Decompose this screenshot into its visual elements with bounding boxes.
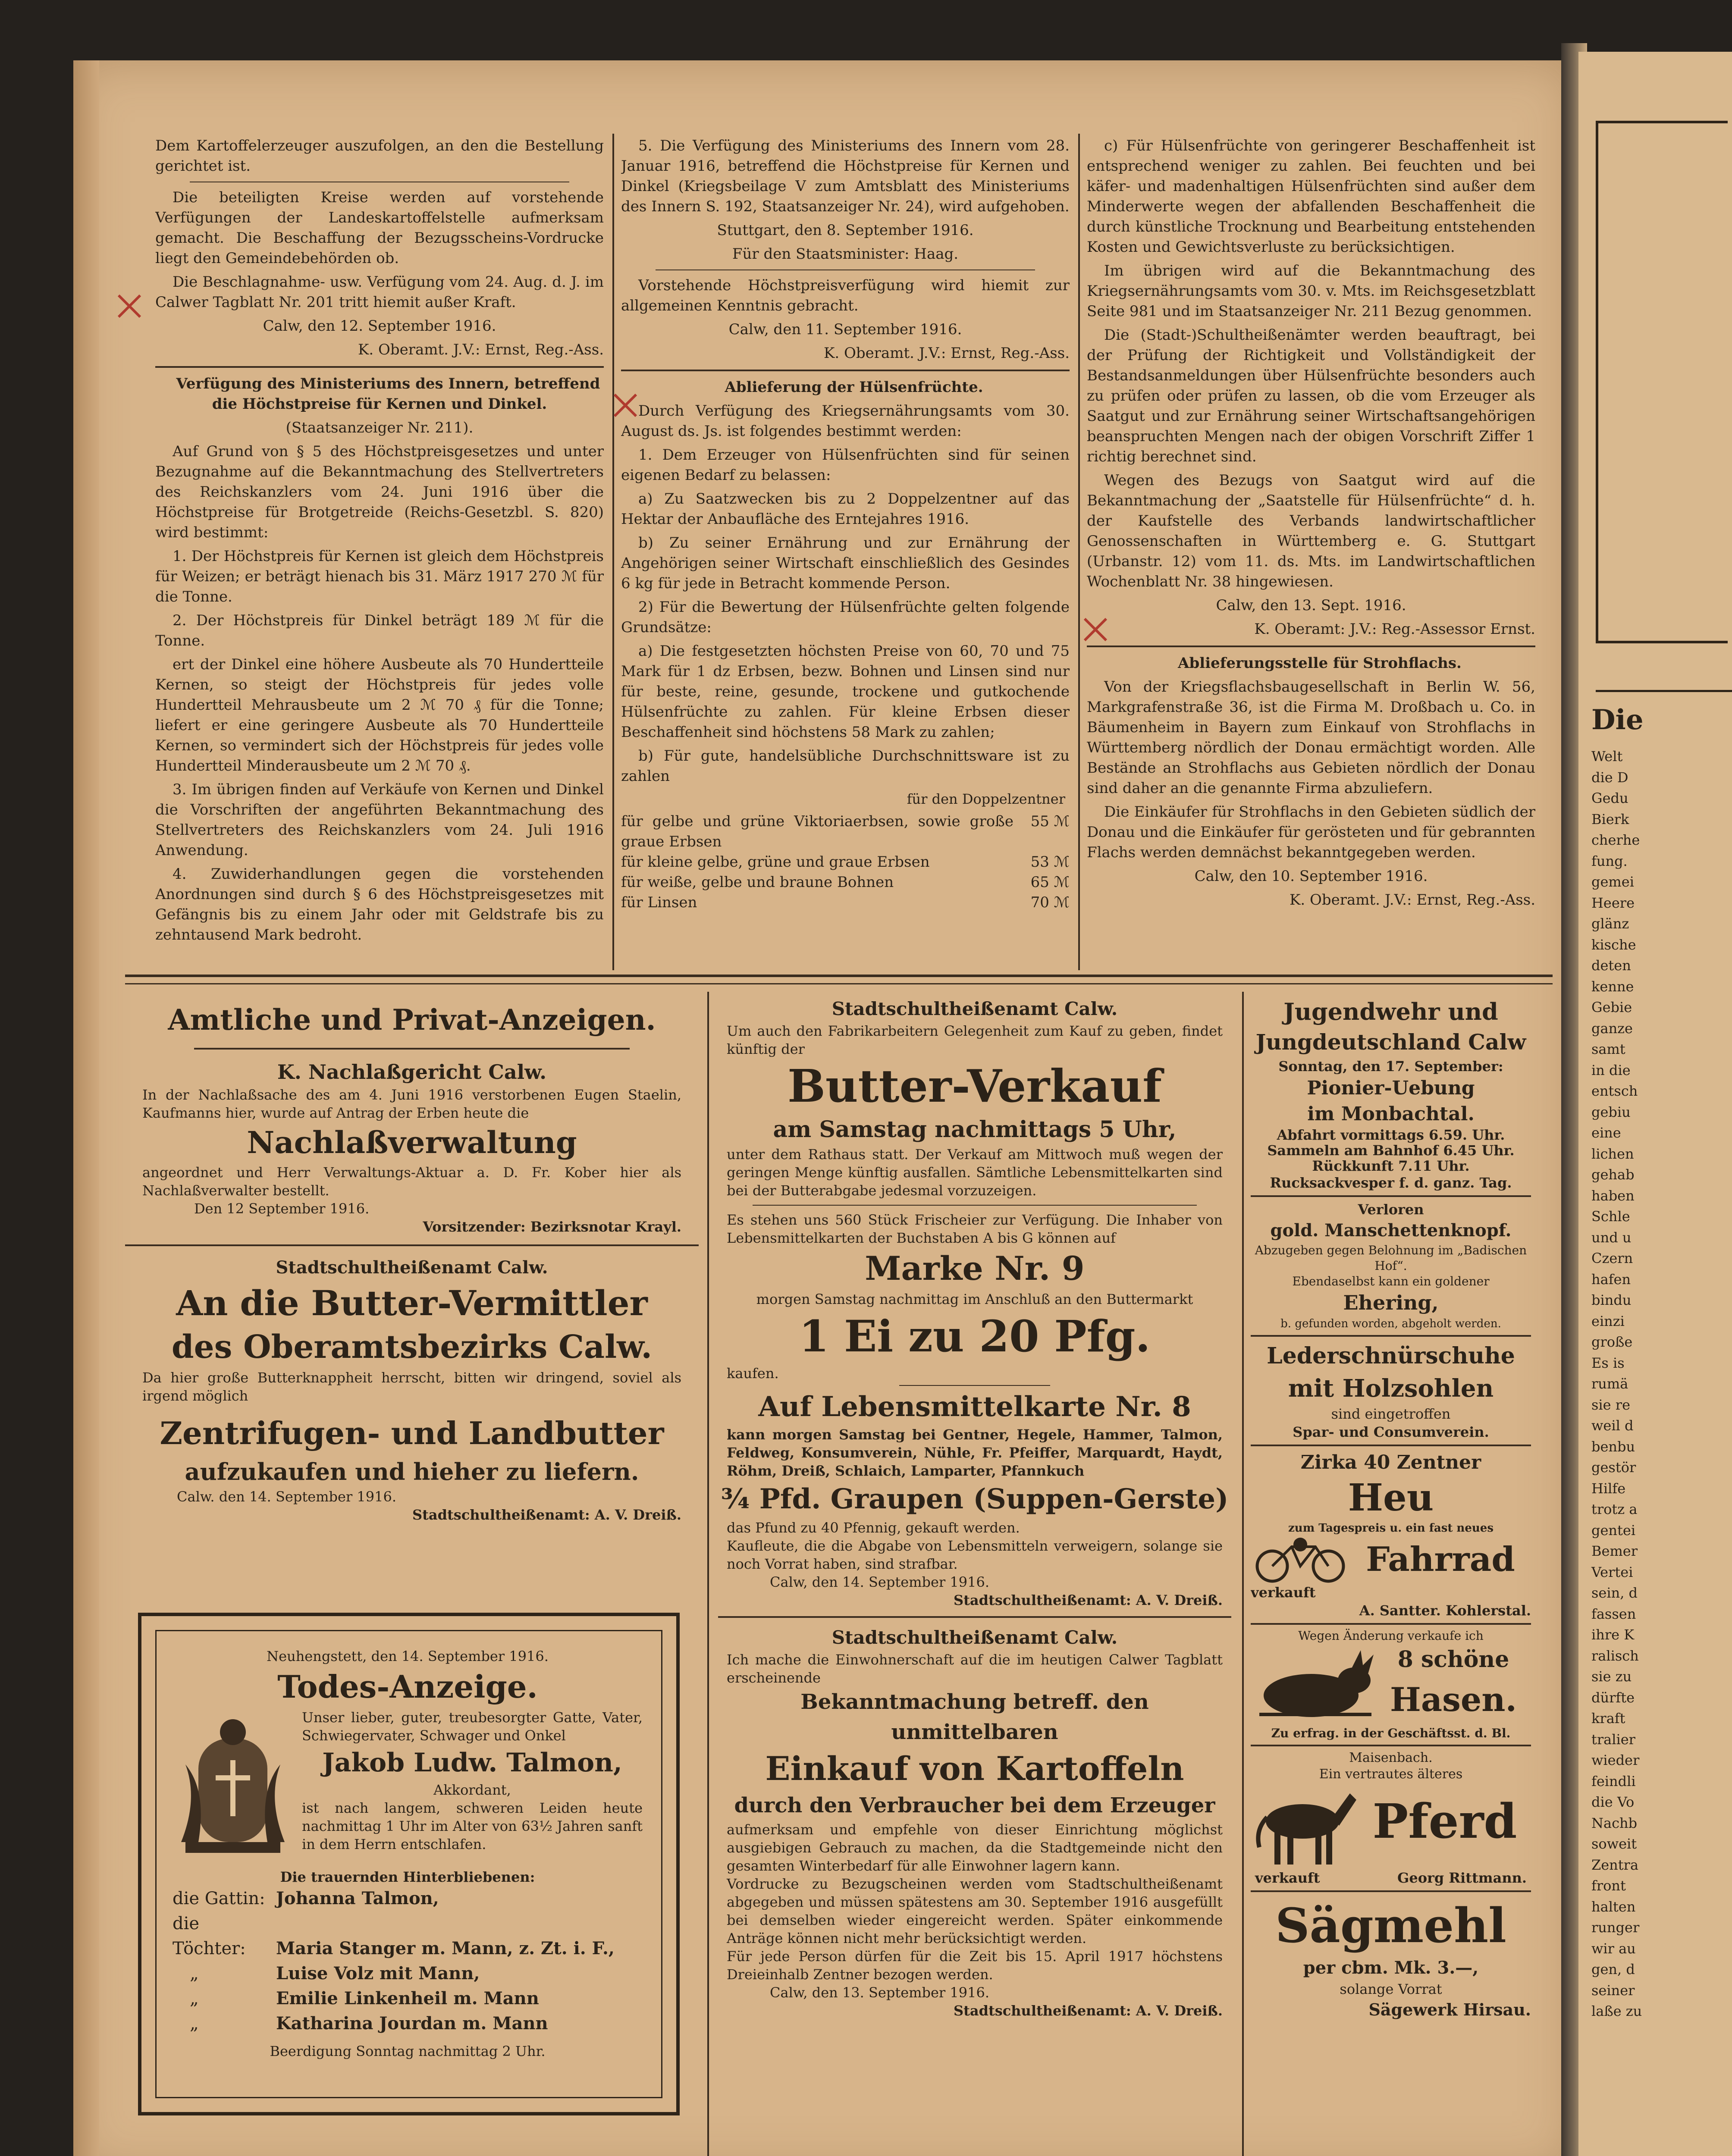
mid-date2: Calw, den 13. September 1916. xyxy=(770,1984,989,2001)
section-divider xyxy=(125,983,1553,984)
butter-text: Da hier große Butterknappheit herrscht, bitten wir dringend, soviel als irgend möglich xyxy=(142,1369,681,1404)
hay-amount: Zirka 40 Zentner xyxy=(1300,1451,1481,1473)
nachlass-big: Nachlaßverwaltung xyxy=(247,1125,577,1160)
mid-head1: Stadtschultheißenamt Calw. xyxy=(831,998,1118,1019)
adjacent-text-line: benbu xyxy=(1591,1438,1635,1455)
adjacent-text-line: lichen xyxy=(1591,1145,1634,1162)
price-label: für gelbe und grüne Viktoriaerbsen, sowie große graue Erbsen xyxy=(621,813,1013,850)
mid-text: unter dem Rathaus statt. Der Verkauf am Mittwoch muß wegen der geringen Menge künftig ausfallen. Sämtliche Lebensmittelkarten sind bei der Butterabgabe jedesmal vorzuzeigen. xyxy=(727,1146,1223,1199)
death-intro xyxy=(164,1708,651,1864)
column-1 xyxy=(155,136,604,968)
adjacent-text-line: dürfte xyxy=(1591,1689,1635,1706)
butter-big2: des Oberamtsbezirks Calw. xyxy=(171,1329,653,1366)
hay-seller-row xyxy=(1251,1583,1531,1601)
adjacent-text-line: sie zu xyxy=(1591,1668,1632,1685)
nachlass-title: K. Nachlaßgericht Calw. xyxy=(277,1060,547,1084)
death-title: Todes-Anzeige. xyxy=(277,1668,538,1705)
adjacent-rule xyxy=(1596,690,1732,692)
col3-date1: Calw, den 13. Sept. 1916. xyxy=(1216,597,1406,614)
adjacent-text-line: Vertei xyxy=(1591,1564,1633,1580)
nachlass-date: Den 12 September 1916. xyxy=(194,1200,370,1217)
butter-big3: Zentrifugen- und Landbutter xyxy=(160,1415,664,1451)
adjacent-text-line: eine xyxy=(1591,1125,1621,1141)
adjacent-text-line: soweit xyxy=(1591,1836,1637,1852)
col2-table-head: für den Doppelzentner xyxy=(907,791,1065,807)
col1-intro1: Dem Kartoffelerzeuger auszufolgen, an den die Bestellung gerichtet ist. xyxy=(155,137,604,175)
adjacent-text-line: hafen xyxy=(1591,1271,1631,1288)
jugendwehr-info: Sammeln am Bahnhof 6.45 Uhr. xyxy=(1267,1142,1515,1159)
col2-signature2: K. Oberamt. J.V.: Ernst, Reg.-Ass. xyxy=(823,345,1070,362)
adjacent-text-line: Zentra xyxy=(1591,1856,1639,1873)
adjacent-text-line: front xyxy=(1591,1877,1626,1894)
tombstone-icon xyxy=(173,1713,293,1855)
adjacent-text-line: gentei xyxy=(1591,1522,1636,1539)
hare-icon xyxy=(1251,1648,1380,1721)
separator xyxy=(753,1205,1197,1206)
lost-title: Verloren xyxy=(1358,1201,1424,1218)
sawdust-price: per cbm. Mk. 3.—, xyxy=(1303,1958,1479,1978)
col1-date1: Calw, den 12. September 1916. xyxy=(263,317,496,335)
mid-text: morgen Samstag nachmittag im Anschluß an den Buttermarkt xyxy=(756,1291,1193,1307)
lost-text: b. gefunden worden, abgeholt werden. xyxy=(1280,1317,1501,1330)
mourner-name: Maria Stanger m. Mann, z. Zt. i. F., xyxy=(276,1938,615,1959)
mid-head2: Stadtschultheißenamt Calw. xyxy=(831,1627,1118,1648)
adjacent-text-line: Heere xyxy=(1591,894,1635,911)
butter-signature: Stadtschultheißenamt: A. V. Dreiß. xyxy=(412,1507,681,1523)
column-divider xyxy=(707,992,709,2156)
potato-title2: Einkauf von Kartoffeln xyxy=(765,1749,1184,1788)
shoe-title2: mit Holzsohlen xyxy=(1288,1374,1494,1403)
jugendwehr-info: Abfahrt vormittags 6.59. Uhr. xyxy=(1277,1127,1505,1143)
adjacent-text-line: die D xyxy=(1591,769,1628,786)
egg-price: 1 Ei zu 20 Pfg. xyxy=(799,1311,1151,1362)
separator xyxy=(1251,1890,1531,1892)
jugendwehr-info: Rückkunft 7.11 Uhr. xyxy=(1312,1158,1470,1174)
ads-middle xyxy=(718,996,1231,2156)
adjacent-text-line: und u xyxy=(1591,1229,1632,1246)
mourner-name: Katharina Jourdan m. Mann xyxy=(276,2013,548,2034)
mid-text: Ich mache die Einwohnerschaft auf die im heutigen Calwer Tagblatt erscheinende xyxy=(727,1651,1223,1686)
col3-signature1: K. Oberamt: J.V.: Reg.-Assessor Ernst. xyxy=(1254,620,1535,638)
ditto-mark: „ xyxy=(190,1989,199,2009)
lost-item: gold. Manschettenknopf. xyxy=(1270,1220,1512,1241)
mid-text: Es stehen uns 560 Stück Frischeier zur Verfügung. Die Inhaber von Lebensmittelkarten der Buchstaben A bis G können auf xyxy=(727,1212,1223,1246)
adjacent-page xyxy=(1578,52,1732,2156)
mourner-name: Emilie Linkenheil m. Mann xyxy=(276,1988,539,2009)
ditto-mark: „ xyxy=(190,1964,199,1984)
mid-text: Kaufleute, die die Abgabe von Lebensmitteln verweigern, solange sie noch Vorrat haben, sind strafbar. xyxy=(727,1538,1223,1572)
separator xyxy=(899,1385,1050,1386)
table-row xyxy=(621,852,1070,872)
ditto-mark: „ xyxy=(190,2014,199,2034)
col2-heading: Ablieferung der Hülsenfrüchte. xyxy=(725,379,983,396)
col3-date2: Calw, den 10. September 1916. xyxy=(1194,868,1428,885)
adjacent-text-line: rumä xyxy=(1591,1376,1628,1392)
col1-heading: Verfügung des Ministeriums des Innern, betreffend die Höchstpreise für Kernen und Dinkel. xyxy=(176,375,600,413)
adjacent-text-line: Gedu xyxy=(1591,790,1628,806)
horse-seller: Georg Rittmann. xyxy=(1397,1870,1527,1886)
mid-text: Um auch den Fabrikarbeitern Gelegenheit zum Kauf zu geben, findet künftig der xyxy=(727,1023,1223,1057)
separator xyxy=(1251,1195,1531,1197)
adjacent-text-line: fassen xyxy=(1591,1605,1636,1622)
death-notice xyxy=(164,1639,651,2091)
hay-text: zum Tagespreis u. ein fast neues xyxy=(1288,1522,1494,1535)
shoe-seller: Spar- und Consumverein. xyxy=(1293,1424,1489,1440)
column-2 xyxy=(621,136,1070,968)
nachlass-text2: angeordnet und Herr Verwaltungs-Aktuar a. D. Fr. Kober hier als Nachlaßverwalter bestellt. xyxy=(142,1164,681,1199)
adjacent-heading: Die xyxy=(1591,704,1644,736)
butter-date: Calw. den 14. September 1916. xyxy=(177,1489,396,1505)
col2-paragraph: Durch Verfügung des Kriegsernährungsamts vom 30. August ds. Js. ist folgendes bestimmt werden: xyxy=(621,402,1070,440)
deceased-name: Jakob Ludw. Talmon, xyxy=(322,1748,622,1778)
adjacent-text-line: in die xyxy=(1591,1062,1631,1078)
col3-paragraph: Die (Stadt-)Schultheißenämter werden beauftragt, bei der Prüfung der Richtigkeit und Vollständigkeit der Bestandsanmeldungen über Hülsenfrüchte besonders auch zu prüfen oder prüfen zu lassen, ob die vom Erzeuger als Saatgut und zur Ernährung seiner Wirtschaftsangehörigen beanspruchten Mengen nach der obigen Vorschrift Ziffer 1 richtig berechnet sind. xyxy=(1087,326,1535,465)
mid-text: das Pfund zu 40 Pfennig, gekauft werden. xyxy=(727,1520,1020,1536)
adjacent-text-line: Bierk xyxy=(1591,811,1629,827)
marke-title: Marke Nr. 9 xyxy=(865,1249,1085,1288)
horse-row xyxy=(1251,1783,1531,1869)
separator xyxy=(718,1616,1231,1618)
adjacent-text-line: einzi xyxy=(1591,1313,1625,1329)
col1-paragraph: 4. Zuwiderhandlungen gegen die vorstehenden Anordnungen sind durch § 6 des Höchstpreisgesetzes mit Gefängnis bis zu einem Jahr oder mit Geldstrafe bis zu zehntausend Mark bedroht. xyxy=(155,865,604,943)
adjacent-text-line: gestör xyxy=(1591,1459,1636,1476)
adjacent-text-line: deten xyxy=(1591,957,1631,974)
horse-title: Pferd xyxy=(1372,1793,1517,1849)
price-label: für kleine gelbe, grüne und graue Erbsen xyxy=(621,853,930,871)
mourner-row xyxy=(173,1961,651,1986)
adjacent-text-line: kraft xyxy=(1591,1710,1625,1727)
death-place-date: Neuhengstett, den 14. September 1916. xyxy=(267,1648,549,1664)
adjacent-text-line: ihre K xyxy=(1591,1626,1635,1643)
adjacent-text-line: ganze xyxy=(1591,1020,1633,1037)
adjacent-text-line: gemei xyxy=(1591,874,1634,890)
page-edge xyxy=(73,60,99,2156)
mourners-list xyxy=(164,1886,651,2036)
column-divider xyxy=(1078,134,1080,970)
adjacent-text-line: seiner xyxy=(1591,1982,1635,1999)
bicycle-title: Fahrrad xyxy=(1366,1540,1515,1579)
adjacent-text-line: glänz xyxy=(1591,915,1629,932)
jugendwehr-event: Pionier-Uebung xyxy=(1307,1077,1475,1099)
col1-paragraph: 2. Der Höchstpreis für Dinkel beträgt 189 ℳ für die Tonne. xyxy=(155,612,604,649)
pencil-cross-mark xyxy=(612,392,638,418)
butter-big4: aufzukaufen und hieher zu liefern. xyxy=(185,1458,639,1485)
adjacent-text-line: tralier xyxy=(1591,1731,1635,1748)
horse-icon xyxy=(1251,1783,1359,1869)
jugendwehr-place: im Monbachtal. xyxy=(1307,1103,1475,1125)
col1-intro3: Die Beschlagnahme- usw. Verfügung vom 24. Aug. d. J. im Calwer Tagblatt Nr. 201 tritt hiemit außer Kraft. xyxy=(155,273,604,311)
hare-title: Hasen. xyxy=(1390,1680,1517,1719)
adjacent-text-line: gebiu xyxy=(1591,1103,1631,1120)
death-text2: ist nach langem, schweren Leiden heute nachmittag 1 Uhr im Alter von 63½ Jahren sanft in dem Herrn entschlafen. xyxy=(302,1800,643,1852)
lost-text: Abzugeben gegen Belohnung im „Badischen Hof“. xyxy=(1255,1243,1527,1273)
adjacent-text-line: cherhe xyxy=(1591,832,1640,848)
hay-sell-label: verkauft xyxy=(1251,1584,1316,1601)
column-divider xyxy=(1242,992,1244,2156)
price-value: 65 ℳ xyxy=(1030,874,1070,891)
mourner-row xyxy=(173,1986,651,2011)
pencil-cross-mark xyxy=(116,293,142,319)
col2-paragraph: a) Die festgesetzten höchsten Preise von 60, 70 und 75 Mark für 1 dz Erbsen, bezw. Bohnen und Linsen sind nur für beste, reine, gesunde, trockene und gutkochende Hülsenfrüchte zu zahlen. Für kleine Erbsen dieser Beschaffenheit sind höchstens 58 Mark zu zahlen; xyxy=(621,642,1070,741)
adjacent-text-line: sie re xyxy=(1591,1396,1630,1413)
col3-paragraph: Wegen des Bezugs von Saatgut wird auf die Bekanntmachung der „Saatstelle für Hülsenfrüchte“ d. h. der Kaufstelle des Verbands landwirtschaftlicher Genossenschaften in Württemberg e. G. Stuttgart (Urbanstr. 12) vom 11. ds. Mts. im Landwirtschaftlichen Wochenblatt Nr. 38 hingewiesen. xyxy=(1087,472,1535,590)
adjacent-text-line: laße zu xyxy=(1591,2003,1642,2019)
col1-paragraph: Auf Grund von § 5 des Höchstpreisgesetzes und unter Bezugnahme auf die Bekanntmachung des Stellvertreters des Reichskanzlers vom 24. Juni 1916 über die Höchstpreise für Brotgetreide (Reichs-Gesetzbl. S. 820) wird bestimmt: xyxy=(155,443,604,541)
mourner-row xyxy=(173,1911,651,1961)
hare-text: Wegen Änderung verkaufe ich xyxy=(1298,1629,1484,1643)
section-title: Amtliche und Privat-Anzeigen. xyxy=(168,1003,656,1037)
col1-paragraph: 3. Im übrigen finden auf Verkäufe von Kernen und Dinkel die Vorschriften der angeführten Bekanntmachung des Stellvertreters des Reichskanzlers vom 24. Juli 1916 Anwendung. xyxy=(155,781,604,859)
sawdust-note: solange Vorrat xyxy=(1340,1981,1442,1997)
hare-contact: Zu erfrag. in der Geschäftsst. d. Bl. xyxy=(1271,1726,1511,1740)
col1-intro2: Die beteiligten Kreise werden auf vorstehende Verfügungen der Landeskartoffelstelle aufmerksam gemacht. Die Beschaffung der Bezugsscheins-Vordrucke liegt den Gemeindebehörden ob. xyxy=(155,189,604,267)
hay-title: Heu xyxy=(1348,1476,1434,1520)
adjacent-text-line: trotz a xyxy=(1591,1501,1638,1517)
burial-info: Beerdigung Sonntag nachmittag 2 Uhr. xyxy=(270,2043,546,2059)
mid-text: kaufen. xyxy=(727,1365,779,1382)
separator xyxy=(194,1048,630,1050)
bicycle-row xyxy=(1251,1536,1531,1583)
adjacent-text-line: Gebie xyxy=(1591,999,1632,1015)
butter-sale-title: Butter-Verkauf xyxy=(787,1059,1162,1112)
graupen-title: ¾ Pfd. Graupen (Suppen-Gerste) xyxy=(721,1483,1229,1515)
col3-signature2: K. Oberamt. J.V.: Ernst, Reg.-Ass. xyxy=(1289,891,1535,909)
mid-signature1: Stadtschultheißenamt: A. V. Dreiß. xyxy=(954,1592,1223,1608)
horse-text: Ein vertrautes älteres xyxy=(1319,1767,1463,1782)
adjacent-text-line: kische xyxy=(1591,936,1636,953)
mid-text: Vordrucke zu Bezugscheinen werden vom Stadtschultheißenamt abgegeben und müssen spätestens am 30. September 1916 ausgefüllt bei demselben wieder eingereicht werden. Später einkommende Anträge können nicht mehr berücksichtigt werden. xyxy=(727,1876,1223,1946)
deceased-occupation: Akkordant, xyxy=(433,1782,511,1798)
jugendwehr-info: Rucksackvesper f. d. ganz. Tag. xyxy=(1270,1175,1512,1191)
mourner-row xyxy=(173,1886,651,1911)
ads-right xyxy=(1251,996,1531,2156)
col1-signature1: K. Oberamt. J.V.: Ernst, Reg.-Ass. xyxy=(358,341,604,358)
potato-title1: Bekanntmachung betreff. den unmittelbaren xyxy=(800,1690,1149,1744)
separator xyxy=(1251,1745,1531,1746)
potato-title3: durch den Verbraucher bei dem Erzeuger xyxy=(734,1793,1215,1818)
adjacent-text-line: wir au xyxy=(1591,1940,1636,1957)
nachlass-signature: Vorsitzender: Bezirksnotar Krayl. xyxy=(423,1219,681,1235)
mid-text: Für jede Person dürfen für die Zeit bis 15. April 1917 höchstens Dreieinhalb Zentner bezogen werden. xyxy=(727,1948,1223,1983)
adjacent-text-line: Czern xyxy=(1591,1250,1633,1266)
death-text1: Unser lieber, guter, treubesorgter Gatte, Vater, Schwiegervater, Schwager und Onkel xyxy=(302,1709,643,1744)
shoe-text: sind eingetroffen xyxy=(1331,1406,1451,1422)
adjacent-text-line: halten xyxy=(1591,1898,1636,1915)
butter-big1: An die Butter-Vermittler xyxy=(176,1283,648,1323)
col3-heading: Ablieferungsstelle für Strohflachs. xyxy=(1178,655,1462,672)
col3-paragraph: Im übrigen wird auf die Bekanntmachung des Kriegsernährungsamts vom 30. v. Mts. im Reichsgesetzblatt Seite 981 und im Staatsanzeiger Nr. 211 Bezug genommen. xyxy=(1087,262,1535,320)
adjacent-text-line: Nachb xyxy=(1591,1814,1638,1831)
newspaper-page xyxy=(73,60,1574,2156)
butter-sale-time: am Samstag nachmittags 5 Uhr, xyxy=(773,1116,1177,1143)
mourner-name: Luise Volz mit Mann, xyxy=(276,1963,480,1984)
adjacent-text-line: wieder xyxy=(1591,1752,1640,1768)
adjacent-text-line: fung. xyxy=(1591,852,1628,869)
price-value: 70 ℳ xyxy=(1030,894,1070,911)
adjacent-text-line: entsch xyxy=(1591,1083,1638,1099)
table-row xyxy=(621,893,1070,913)
sawdust-seller: Sägewerk Hirsau. xyxy=(1368,2000,1531,2019)
adjacent-text-line: große xyxy=(1591,1334,1633,1350)
adjacent-text-line: die Vo xyxy=(1591,1794,1635,1810)
separator xyxy=(1087,646,1535,647)
mourner-role: die Töchter: xyxy=(173,1914,246,1959)
adjacent-text-line: bindu xyxy=(1591,1292,1632,1308)
mourner-name: Johanna Talmon, xyxy=(276,1888,439,1908)
col2-paragraph: Vorstehende Höchstpreisverfügung wird hiemit zur allgemeinen Kenntnis gebracht. xyxy=(621,277,1070,314)
horse-seller-row xyxy=(1251,1869,1531,1887)
price-value: 55 ℳ xyxy=(1030,813,1070,830)
mourner-row xyxy=(173,2011,651,2036)
col2-paragraph: 1. Dem Erzeuger von Hülsenfrüchten sind für seinen eigenen Bedarf zu belassen: xyxy=(621,446,1070,484)
mourner-role: die Gattin: xyxy=(173,1889,265,1908)
jugendwehr-title2: Jungdeutschland Calw xyxy=(1255,1029,1526,1055)
separator xyxy=(1251,1623,1531,1625)
col1-heading-sub: (Staatsanzeiger Nr. 211). xyxy=(286,419,474,436)
hay-seller: A. Santter. Kohlerstal. xyxy=(1359,1602,1531,1619)
card-title: Auf Lebensmittelkarte Nr. 8 xyxy=(758,1391,1191,1423)
col2-paragraph: 5. Die Verfügung des Ministeriums des Innern vom 28. Januar 1916, betreffend die Höchstpreise für Kernen und Dinkel (Kriegsbeilage V zum Amtsblatt des Ministeriums des Innern S. 192, Staatsanzeiger Nr. 24), wird aufgehoben. xyxy=(621,137,1070,215)
adjacent-text-line: sein, d xyxy=(1591,1585,1638,1601)
adjacent-text-line: feindli xyxy=(1591,1773,1636,1789)
adjacent-text-line: weil d xyxy=(1591,1417,1634,1434)
adjacent-text-line: ralisch xyxy=(1591,1647,1639,1664)
horse-place: Maisenbach. xyxy=(1349,1750,1433,1765)
merchant-list: kann morgen Samstag bei Gentner, Hegele, Hammer, Talmon, Feldweg, Konsumverein, Nühle, Fr. Pfeiffer, Marquardt, Haydt, Röhm, Dreiß, Schlaich, Lamparter, Pfannkuch xyxy=(727,1426,1223,1479)
nachlass-text: In der Nachlaßsache des am 4. Juni 1916 verstorbenen Eugen Staelin, Kaufmanns hier, wurde auf Antrag der Erben heute die xyxy=(142,1087,681,1121)
hare-count: 8 schöne xyxy=(1397,1646,1509,1673)
price-label: für Linsen xyxy=(621,894,697,911)
adjacent-text xyxy=(1591,746,1729,2022)
jugendwehr-date: Sonntag, den 17. September: xyxy=(1278,1058,1503,1075)
mid-date1: Calw, den 14. September 1916. xyxy=(770,1574,989,1590)
section-divider xyxy=(125,975,1553,977)
mid-text: aufmerksam und empfehle von dieser Einrichtung möglichst ausgiebigen Gebrauch zu machen, da die Stadtgemeinde nicht den gesamten Winterbedarf für alle Einwohner lagern kann. xyxy=(727,1821,1223,1874)
adjacent-text-line: runger xyxy=(1591,1919,1640,1936)
price-label: für weiße, gelbe und braune Bohnen xyxy=(621,874,894,891)
adjacent-text-line: Es is xyxy=(1591,1354,1625,1371)
column-divider xyxy=(612,134,614,970)
adjacent-text-line: Welt xyxy=(1591,748,1623,765)
adjacent-text-line: gen, d xyxy=(1591,1961,1635,1977)
adjacent-text-line: Bemer xyxy=(1591,1543,1638,1559)
col2-signature1: Für den Staatsminister: Haag. xyxy=(732,245,959,263)
lost-ring: Ehering, xyxy=(1343,1291,1439,1314)
separator xyxy=(125,1244,699,1246)
separator xyxy=(1251,1335,1531,1337)
adjacent-text-line: gehab xyxy=(1591,1166,1635,1183)
ads-left xyxy=(125,996,699,1557)
col2-paragraph: 2) Für die Bewertung der Hülsenfrüchte gelten folgende Grundsätze: xyxy=(621,599,1070,636)
adjacent-text-line: kenne xyxy=(1591,978,1634,995)
adjacent-text-line: haben xyxy=(1591,1187,1635,1204)
col2-date2: Calw, den 11. September 1916. xyxy=(728,321,962,338)
butter-head: Stadtschultheißenamt Calw. xyxy=(276,1257,548,1278)
separator xyxy=(155,366,604,368)
death-intro-text xyxy=(302,1708,643,1853)
lost-text: Ebendaselbst kann ein goldener xyxy=(1292,1274,1490,1288)
col2-date1: Stuttgart, den 8. September 1916. xyxy=(717,222,974,239)
price-value: 53 ℳ xyxy=(1030,853,1070,871)
adjacent-box xyxy=(1596,121,1728,643)
col3-paragraph: Die Einkäufer für Strohflachs in den Gebieten südlich der Donau und die Einkäufer für gerösteten und für gebrannten Flachs werden demnächst bekanntgegeben werden. xyxy=(1087,803,1535,861)
pencil-cross-mark xyxy=(1082,617,1108,642)
price-table xyxy=(621,812,1070,913)
col2-paragraph: b) Für gute, handelsübliche Durchschnittsware ist zu zahlen xyxy=(621,747,1070,785)
col3-paragraph: Von der Kriegsflachsbaugesellschaft in Berlin W. 56, Markgrafenstraße 36, ist die Firma M. Droßbach u. Co. in Bäumenheim in Bayern zum Einkauf von Strohflachs in Württemberg nördlich der Donau ermächtigt worden. Alle Bestände an Strohflachs aus Gebieten nördlich der Donau sind daher an die genannte Firma abzuliefern. xyxy=(1087,678,1535,797)
shoe-title1: Lederschnürschuhe xyxy=(1267,1343,1515,1369)
table-row xyxy=(621,812,1070,852)
column-3 xyxy=(1087,136,1535,968)
separator xyxy=(621,370,1070,371)
col1-paragraph: 1. Der Höchstpreis für Kernen ist gleich dem Höchstpreis für Weizen; er beträgt hienach bis 31. März 1917 270 ℳ für die Tonne. xyxy=(155,548,604,605)
col3-paragraph: c) Für Hülsenfrüchte von geringerer Beschaffenheit ist entsprechend weniger zu zahlen. Bei feuchten und bei käfer- und madenhaltigen Hülsenfrüchten sind außer dem Minderwerte wegen der abfallenden Beschaffenheit die durch künstliche Trocknung und Bearbeitung entstehenden Kosten und Gewichtsverluste zu berücksichtigen. xyxy=(1087,137,1535,256)
col2-paragraph: a) Zu Saatzwecken bis zu 2 Doppelzentner auf das Hektar der Anbaufläche des Erntejahres 1916. xyxy=(621,490,1070,528)
col1-paragraph: ert der Dinkel eine höhere Ausbeute als 70 Hundertteile Kernen, so steigt der Höchstpreis für jedes volle Hundertteil Mehrausbeute um 2 ℳ 70 ₰ für die Tonne; liefert er eine geringere Ausbeute als 70 Hundertteile Kernen, so vermindert sich der Höchstpreis für jedes volle Hundertteil Minderausbeute um 2 ℳ 70 ₰. xyxy=(155,656,604,774)
adjacent-text-line: Schle xyxy=(1591,1208,1630,1225)
mid-signature2: Stadtschultheißenamt: A. V. Dreiß. xyxy=(954,2002,1223,2019)
col2-paragraph: b) Zu seiner Ernährung und zur Ernährung der Angehörigen seiner Wirtschaft einschließlich des Gesindes 6 kg für jede in Betracht kommende Person. xyxy=(621,534,1070,592)
table-row xyxy=(621,872,1070,893)
adjacent-text-line: samt xyxy=(1591,1041,1625,1057)
separator xyxy=(1251,1445,1531,1446)
mourners-head: Die trauernden Hinterbliebenen: xyxy=(280,1869,535,1885)
hare-row xyxy=(1251,1644,1531,1726)
sawdust-title: Sägmehl xyxy=(1275,1898,1506,1953)
adjacent-text-line: Hilfe xyxy=(1591,1480,1626,1497)
bicycle-icon xyxy=(1251,1536,1350,1583)
horse-sell-label: verkauft xyxy=(1255,1870,1320,1886)
jugendwehr-title1: Jugendwehr und xyxy=(1283,998,1498,1025)
